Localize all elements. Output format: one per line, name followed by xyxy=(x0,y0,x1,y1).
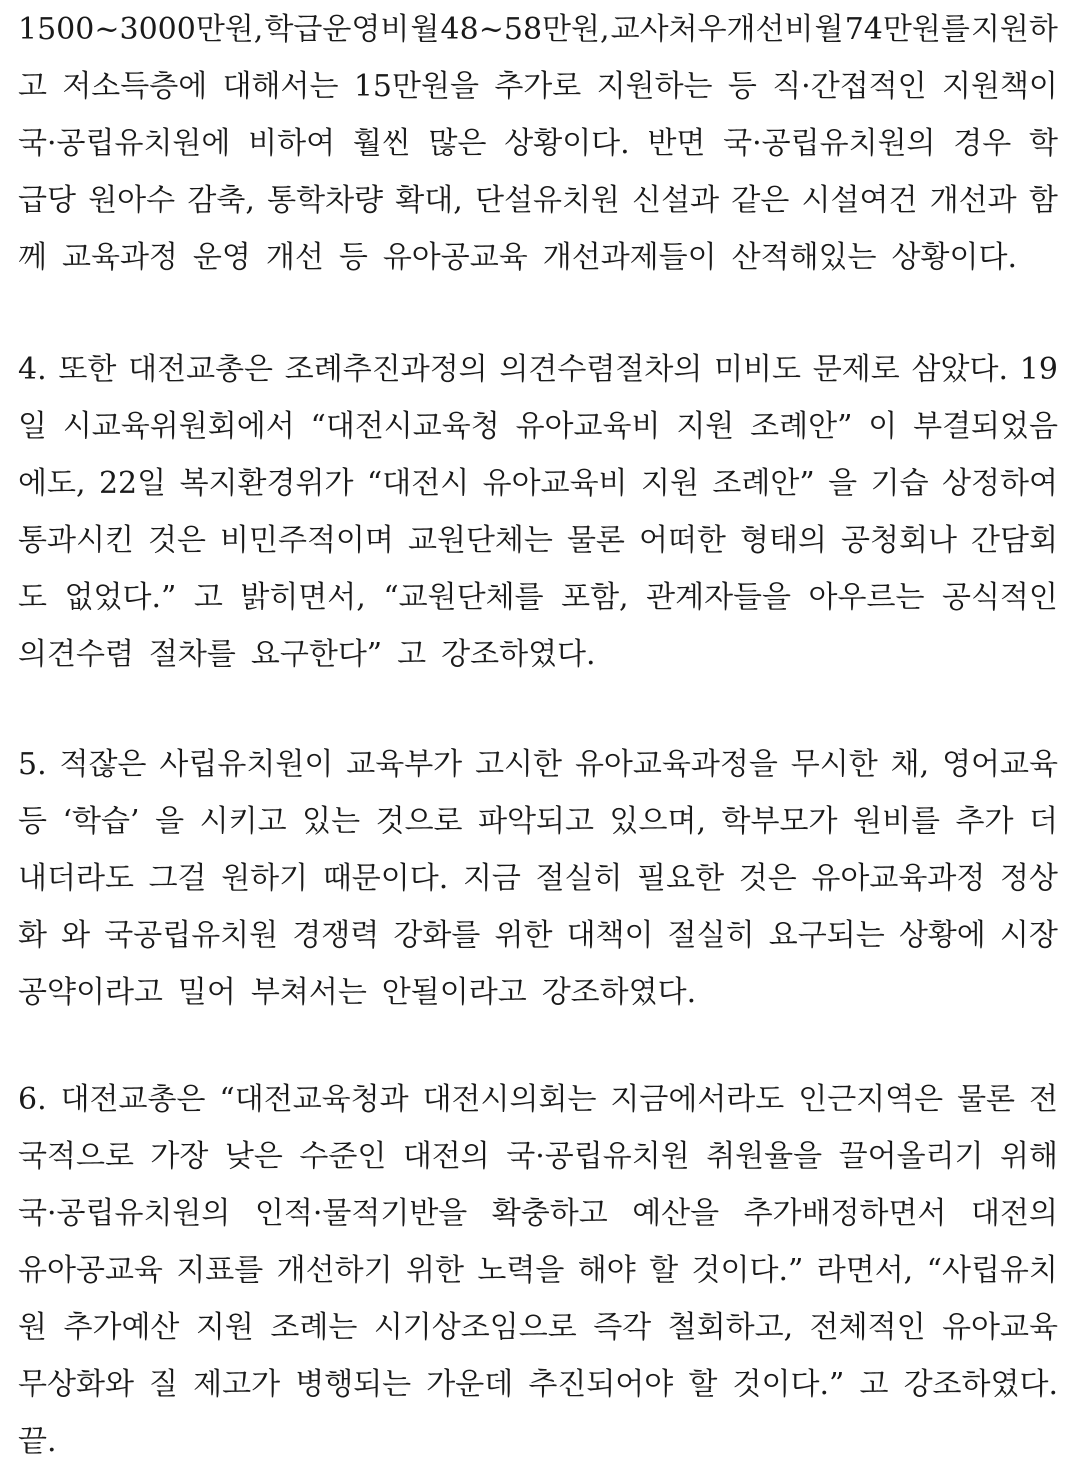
paragraph-5 xyxy=(18,745,1058,1030)
paragraph-continuation xyxy=(18,10,1058,295)
text-line: 통과시킨 것은 비민주적이며 교원단체는 물론 어떠한 형태의 공청회나 간담회 xyxy=(18,523,1058,558)
text-line: 급당 원아수 감축, 통학차량 확대, 단설유치원 신설과 같은 시설여건 개선과 함 xyxy=(18,183,1058,218)
text-line: 국적으로 가장 낮은 수준인 대전의 국·공립유치원 취원율을 끌어올리기 위해 xyxy=(18,1139,1058,1174)
text-line: 4. 또한 대전교총은 조례추진과정의 의견수렴절차의 미비도 문제로 삼았다. 19 xyxy=(18,352,1058,387)
text-line: 국·공립유치원에 비하여 훨씬 많은 상황이다. 반면 국·공립유치원의 경우 학 xyxy=(18,126,1058,161)
text-line: 도 없었다.” 고 밝히면서, “교원단체를 포함, 관계자들을 아우르는 공식적인 xyxy=(18,580,1058,615)
text-line: 화 와 국공립유치원 경쟁력 강화를 위한 대책이 절실히 요구되는 상황에 시장 xyxy=(18,918,1058,953)
text-line: 등 ‘학습’ 을 시키고 있는 것으로 파악되고 있으며, 학부모가 원비를 추가 더 xyxy=(18,804,1058,839)
text-line: 일 시교육위원회에서 “대전시교육청 유아교육비 지원 조례안” 이 부결되었음 xyxy=(18,409,1058,444)
text-line: 고 저소득층에 대해서는 15만원을 추가로 지원하는 등 직·간접적인 지원책이 xyxy=(18,69,1058,104)
text-line: 무상화와 질 제고가 병행되는 가운데 추진되어야 할 것이다.” 고 강조하였다. xyxy=(18,1367,1058,1402)
text-line: 끝. xyxy=(18,1424,57,1459)
paragraph-6 xyxy=(18,1080,1058,1479)
text-line: 께 교육과정 운영 개선 등 유아공교육 개선과제들이 산적해있는 상황이다. xyxy=(18,240,1017,275)
text-line: 1500~3000만원, 학급운영비 월 48~58만원, 교사처우개선비 월 74만원를 지원하 xyxy=(18,12,1058,47)
text-line: 6. 대전교총은 “대전교육청과 대전시의회는 지금에서라도 인근지역은 물론 전 xyxy=(18,1082,1058,1117)
text-line: 유아공교육 지표를 개선하기 위한 노력을 해야 할 것이다.” 라면서, “사립유치 xyxy=(18,1253,1058,1288)
text-line: 국·공립유치원의 인적·물적기반을 확충하고 예산을 추가배정하면서 대전의 xyxy=(18,1196,1058,1231)
text-line: 공약이라고 밀어 부쳐서는 안될이라고 강조하였다. xyxy=(18,975,697,1010)
text-line: 원 추가예산 지원 조례는 시기상조임으로 즉각 철회하고, 전체적인 유아교육 xyxy=(18,1310,1058,1345)
paragraph-4 xyxy=(18,350,1058,692)
text-line: 5. 적잖은 사립유치원이 교육부가 고시한 유아교육과정을 무시한 채, 영어교육 xyxy=(18,747,1058,782)
text-line: 내더라도 그걸 원하기 때문이다. 지금 절실히 필요한 것은 유아교육과정 정상 xyxy=(18,861,1058,896)
text-line: 에도, 22일 복지환경위가 “대전시 유아교육비 지원 조례안” 을 기습 상정하여 xyxy=(18,466,1058,501)
text-line: 의견수렴 절차를 요구한다” 고 강조하였다. xyxy=(18,637,596,672)
